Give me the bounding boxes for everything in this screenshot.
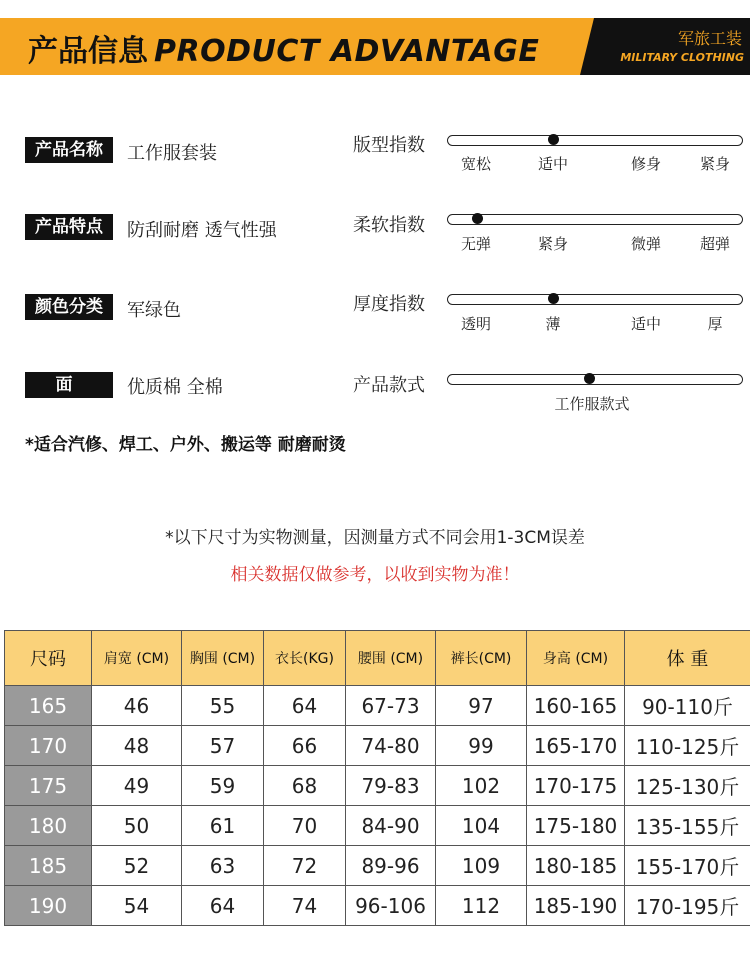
- table-row: [5, 726, 750, 766]
- table-cell: 67-73: [346, 686, 436, 726]
- table-cell: 110-125斤: [625, 726, 750, 766]
- table-cell: 59: [182, 766, 264, 806]
- table-row: [5, 686, 750, 726]
- table-row: [5, 766, 750, 806]
- header-banner: [0, 18, 750, 75]
- table-cell: 170-175: [527, 766, 625, 806]
- table-row: [5, 886, 750, 926]
- index-thickness-name: 厚度指数: [353, 294, 425, 315]
- index-thickness-marker: [548, 293, 559, 304]
- attr-label-feature: 产品特点: [25, 214, 113, 240]
- table-cell: 74: [264, 886, 346, 926]
- index-style-track: [447, 374, 743, 385]
- attr-value-fabric: 优质棉 全棉: [127, 377, 223, 398]
- size-cell: 165: [5, 686, 92, 726]
- table-cell: 52: [92, 846, 182, 886]
- table-cell: 99: [436, 726, 527, 766]
- index-softness-name: 柔软指数: [353, 215, 425, 236]
- index-softness-marker: [472, 213, 483, 224]
- table-cell: 46: [92, 686, 182, 726]
- attr-value-feature: 防刮耐磨 透气性强: [127, 220, 277, 241]
- attr-value-name: 工作服套装: [127, 143, 217, 164]
- table-cell: 97: [436, 686, 527, 726]
- index-fit-marker: [548, 134, 559, 145]
- index-style-tick: 工作服款式: [554, 395, 630, 413]
- measure-note: *以下尺寸为实物测量，因测量方式不同会用1-3CM误差: [165, 528, 585, 548]
- table-row: [5, 846, 750, 886]
- index-thickness-track: [447, 294, 743, 305]
- attr-value-color: 军绿色: [127, 300, 181, 321]
- reference-note: 相关数据仅做参考，以收到实物为准！: [230, 565, 520, 585]
- attr-label-color: 颜色分类: [25, 294, 113, 320]
- table-cell: 64: [182, 886, 264, 926]
- table-cell: 66: [264, 726, 346, 766]
- table-cell: 70: [264, 806, 346, 846]
- table-cell: 61: [182, 806, 264, 846]
- table-cell: 79-83: [346, 766, 436, 806]
- table-cell: 185-190: [527, 886, 625, 926]
- index-softness-tick: 微弹: [630, 235, 662, 253]
- table-cell: 55: [182, 686, 264, 726]
- table-cell: 64: [264, 686, 346, 726]
- usage-note: *适合汽修、焊工、户外、搬运等 耐磨耐烫: [25, 435, 346, 455]
- table-cell: 165-170: [527, 726, 625, 766]
- table-body: [5, 686, 750, 926]
- index-fit-track: [447, 135, 743, 146]
- attr-label-name: 产品名称: [25, 137, 113, 163]
- index-softness-tick: 超弹: [699, 235, 731, 253]
- table-cell: 96-106: [346, 886, 436, 926]
- index-fit-tick: 紧身: [699, 155, 731, 173]
- table-cell: 74-80: [346, 726, 436, 766]
- index-softness-tick: 紧身: [537, 235, 569, 253]
- table-header: 衣长(KG): [264, 631, 346, 686]
- index-softness-track: [447, 214, 743, 225]
- index-fit-tick: 适中: [537, 155, 569, 173]
- table-cell: 160-165: [527, 686, 625, 726]
- table-header: 体 重: [625, 631, 750, 686]
- size-cell: 170: [5, 726, 92, 766]
- table-cell: 155-170斤: [625, 846, 750, 886]
- index-fit-tick: 宽松: [460, 155, 492, 173]
- table-cell: 180-185: [527, 846, 625, 886]
- table-cell: 84-90: [346, 806, 436, 846]
- table-cell: 63: [182, 846, 264, 886]
- table-cell: 102: [436, 766, 527, 806]
- table-header: 腰围 (CM): [346, 631, 436, 686]
- table-header: 胸围 (CM): [182, 631, 264, 686]
- index-style-marker: [584, 373, 595, 384]
- table-cell: 135-155斤: [625, 806, 750, 846]
- table-cell: 49: [92, 766, 182, 806]
- table-row: [5, 806, 750, 846]
- table-header: 尺码: [5, 631, 92, 686]
- index-thickness-tick: 透明: [460, 315, 492, 333]
- index-softness-tick: 无弹: [460, 235, 492, 253]
- table-cell: 125-130斤: [625, 766, 750, 806]
- index-thickness-tick: 薄: [545, 315, 561, 333]
- table-cell: 72: [264, 846, 346, 886]
- index-style-name: 产品款式: [353, 375, 425, 396]
- title-cn: 产品信息: [28, 34, 148, 69]
- table-cell: 170-195斤: [625, 886, 750, 926]
- table-cell: 57: [182, 726, 264, 766]
- table-cell: 68: [264, 766, 346, 806]
- subtitle-cn: 军旅工装: [677, 29, 742, 48]
- table-cell: 112: [436, 886, 527, 926]
- size-cell: 175: [5, 766, 92, 806]
- table-header: 肩宽 (CM): [92, 631, 182, 686]
- table-cell: 54: [92, 886, 182, 926]
- table-header: 身高 (CM): [527, 631, 625, 686]
- table-cell: 90-110斤: [625, 686, 750, 726]
- index-thickness-tick: 厚: [707, 315, 723, 333]
- index-fit-name: 版型指数: [353, 135, 425, 156]
- table-cell: 48: [92, 726, 182, 766]
- banner-title: [28, 26, 539, 70]
- title-en: PRODUCT ADVANTAGE: [154, 34, 540, 69]
- size-cell: 185: [5, 846, 92, 886]
- subtitle-en: MILITARY CLOTHING: [620, 51, 744, 64]
- index-fit-tick: 修身: [630, 155, 662, 173]
- table-cell: 50: [92, 806, 182, 846]
- table-header: 裤长(CM): [436, 631, 527, 686]
- size-cell: 190: [5, 886, 92, 926]
- index-thickness-tick: 适中: [630, 315, 662, 333]
- size-cell: 180: [5, 806, 92, 846]
- table-cell: 104: [436, 806, 527, 846]
- table-cell: 175-180: [527, 806, 625, 846]
- table-cell: 109: [436, 846, 527, 886]
- size-table: [4, 630, 750, 926]
- attr-label-fabric: 面 料: [25, 372, 113, 398]
- table-cell: 89-96: [346, 846, 436, 886]
- table-header-row: [5, 631, 750, 686]
